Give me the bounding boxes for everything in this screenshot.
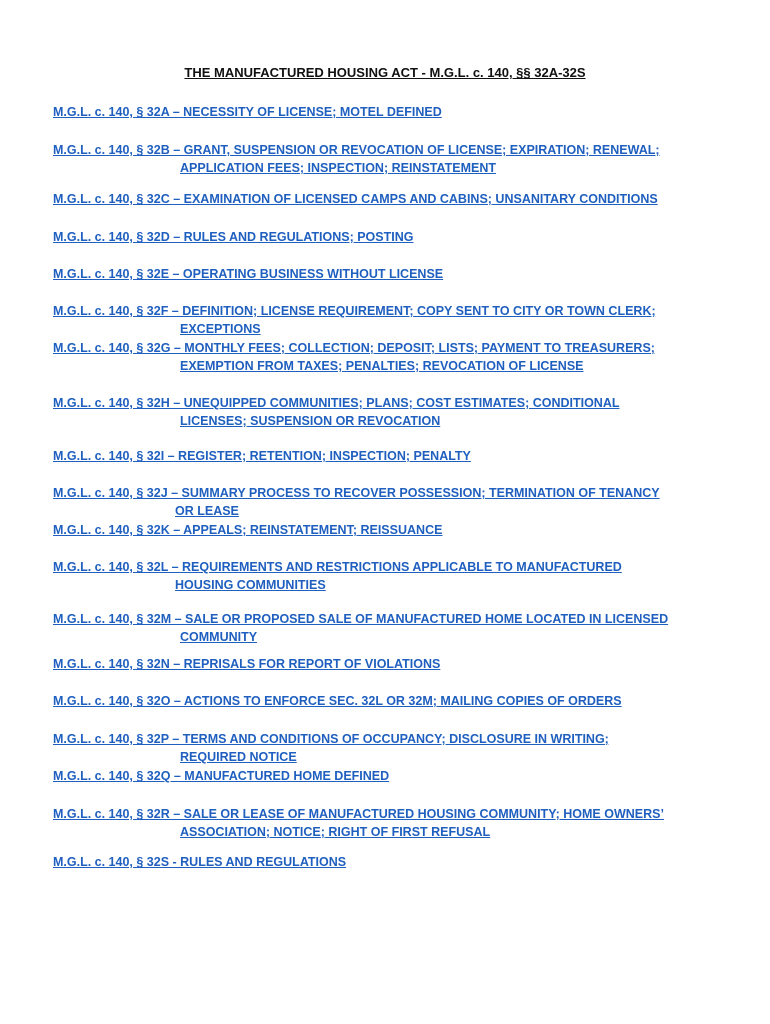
section-link-32b[interactable] bbox=[53, 141, 743, 177]
section-link-32o[interactable] bbox=[53, 692, 743, 710]
section-link-continuation[interactable]: ASSOCIATION; NOTICE; RIGHT OF FIRST REFUSAL bbox=[180, 825, 491, 839]
section-link-32p[interactable] bbox=[53, 730, 743, 766]
section-link-continuation[interactable]: COMMUNITY bbox=[180, 630, 258, 644]
section-link-32i[interactable] bbox=[53, 447, 743, 465]
section-link-line[interactable]: M.G.L. c. 140, § 32S - RULES AND REGULATIONS bbox=[53, 855, 347, 869]
section-link-32h[interactable] bbox=[53, 394, 743, 430]
section-link-32q[interactable] bbox=[53, 767, 743, 785]
section-link-continuation[interactable]: APPLICATION FEES; INSPECTION; REINSTATEMENT bbox=[180, 161, 496, 175]
section-link-continuation[interactable]: HOUSING COMMUNITIES bbox=[175, 578, 326, 592]
section-link-line[interactable]: M.G.L. c. 140, § 32H – UNEQUIPPED COMMUNITIES; PLANS; COST ESTIMATES; CONDITIONAL bbox=[53, 396, 620, 410]
section-link-32s[interactable] bbox=[53, 853, 743, 871]
section-link-32r[interactable] bbox=[53, 805, 743, 841]
section-link-line[interactable]: M.G.L. c. 140, § 32F – DEFINITION; LICENSE REQUIREMENT; COPY SENT TO CITY OR TOWN CLERK; bbox=[53, 304, 656, 318]
section-link-continuation[interactable]: LICENSES; SUSPENSION OR REVOCATION bbox=[180, 414, 441, 428]
section-link-line[interactable]: M.G.L. c. 140, § 32C – EXAMINATION OF LICENSED CAMPS AND CABINS; UNSANITARY CONDITIONS bbox=[53, 192, 658, 206]
section-link-line[interactable]: M.G.L. c. 140, § 32A – NECESSITY OF LICENSE; MOTEL DEFINED bbox=[53, 105, 442, 119]
section-link-32e[interactable] bbox=[53, 265, 743, 283]
section-link-line[interactable]: M.G.L. c. 140, § 32K – APPEALS; REINSTATEMENT; REISSUANCE bbox=[53, 523, 443, 537]
section-link-line[interactable]: M.G.L. c. 140, § 32L – REQUIREMENTS AND RESTRICTIONS APPLICABLE TO MANUFACTURED bbox=[53, 560, 622, 574]
section-link-line[interactable]: M.G.L. c. 140, § 32J – SUMMARY PROCESS TO RECOVER POSSESSION; TERMINATION OF TENANCY bbox=[53, 486, 660, 500]
section-link-continuation[interactable]: OR LEASE bbox=[175, 504, 239, 518]
section-link-32a[interactable] bbox=[53, 103, 743, 121]
section-link-32j[interactable] bbox=[53, 484, 743, 520]
section-link-continuation[interactable]: REQUIRED NOTICE bbox=[180, 750, 297, 764]
section-link-continuation[interactable]: EXCEPTIONS bbox=[180, 322, 261, 336]
section-link-line[interactable]: M.G.L. c. 140, § 32R – SALE OR LEASE OF MANUFACTURED HOUSING COMMUNITY; HOME OWNERS’ bbox=[53, 807, 664, 821]
section-link-32f[interactable] bbox=[53, 302, 743, 338]
section-link-32l[interactable] bbox=[53, 558, 743, 594]
section-link-line[interactable]: M.G.L. c. 140, § 32I – REGISTER; RETENTION; INSPECTION; PENALTY bbox=[53, 449, 471, 463]
document-title: THE MANUFACTURED HOUSING ACT - M.G.L. c. 140, §§ 32A-32S bbox=[184, 65, 586, 80]
section-link-line[interactable]: M.G.L. c. 140, § 32N – REPRISALS FOR REPORT OF VIOLATIONS bbox=[53, 657, 441, 671]
section-link-line[interactable]: M.G.L. c. 140, § 32D – RULES AND REGULATIONS; POSTING bbox=[53, 230, 414, 244]
section-link-line[interactable]: M.G.L. c. 140, § 32M – SALE OR PROPOSED SALE OF MANUFACTURED HOME LOCATED IN LICENSED bbox=[53, 612, 669, 626]
section-link-line[interactable]: M.G.L. c. 140, § 32G – MONTHLY FEES; COLLECTION; DEPOSIT; LISTS; PAYMENT TO TREASURERS; bbox=[53, 341, 655, 355]
section-link-32g[interactable] bbox=[53, 339, 743, 375]
section-link-32c[interactable] bbox=[53, 190, 743, 208]
section-link-line[interactable]: M.G.L. c. 140, § 32E – OPERATING BUSINESS WITHOUT LICENSE bbox=[53, 267, 444, 281]
section-link-line[interactable]: M.G.L. c. 140, § 32O – ACTIONS TO ENFORCE SEC. 32L OR 32M; MAILING COPIES OF ORDERS bbox=[53, 694, 622, 708]
section-link-32n[interactable] bbox=[53, 655, 743, 673]
section-link-32k[interactable] bbox=[53, 521, 743, 539]
section-link-line[interactable]: M.G.L. c. 140, § 32Q – MANUFACTURED HOME DEFINED bbox=[53, 769, 390, 783]
section-link-32m[interactable] bbox=[53, 610, 743, 646]
section-link-line[interactable]: M.G.L. c. 140, § 32P – TERMS AND CONDITIONS OF OCCUPANCY; DISCLOSURE IN WRITING; bbox=[53, 732, 609, 746]
section-link-line[interactable]: M.G.L. c. 140, § 32B – GRANT, SUSPENSION OR REVOCATION OF LICENSE; EXPIRATION; RENEWAL; bbox=[53, 143, 660, 157]
section-link-continuation[interactable]: EXEMPTION FROM TAXES; PENALTIES; REVOCATION OF LICENSE bbox=[180, 359, 584, 373]
section-link-32d[interactable] bbox=[53, 228, 743, 246]
